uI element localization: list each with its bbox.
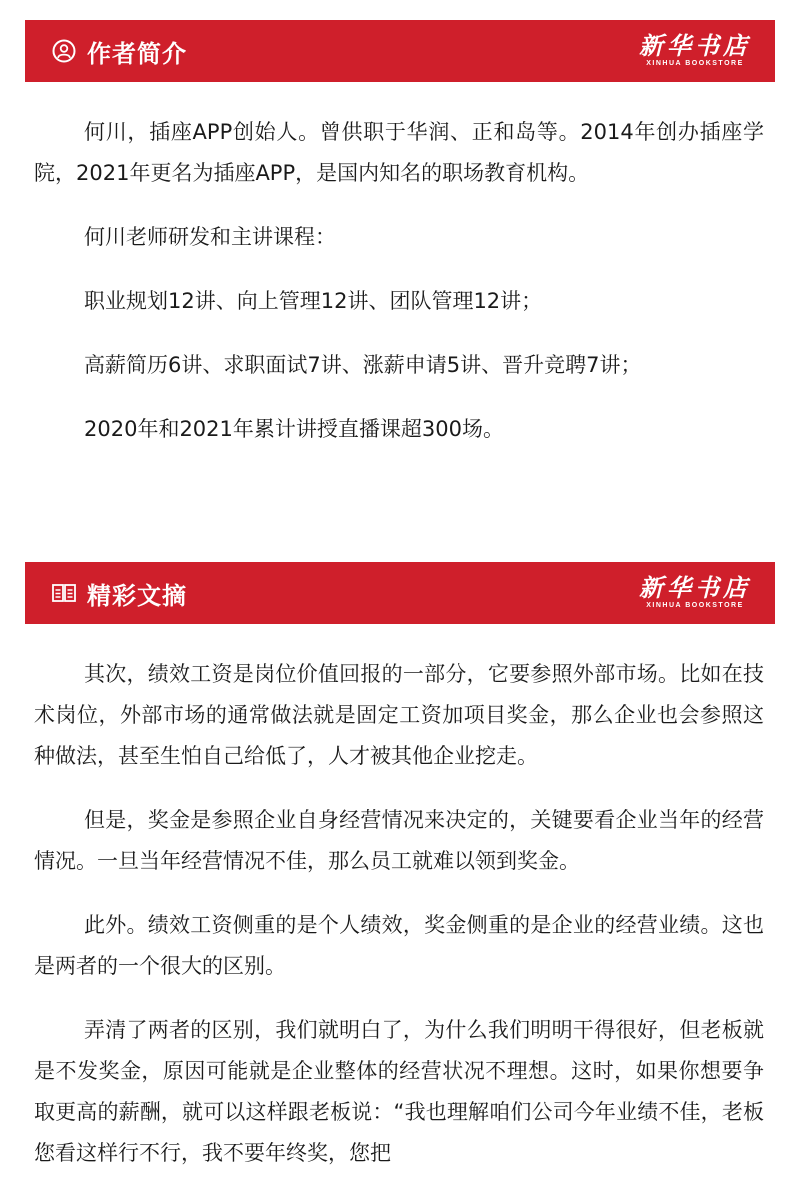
section-title: 精彩文摘 — [87, 581, 187, 610]
excerpt-paragraph: 但是，奖金是参照企业自身经营情况来决定的，关键要看企业当年的经营情况。一旦当年经营情况不佳，那么员工就难以领到奖金。 — [34, 808, 764, 873]
excerpt-paragraph: 其次，绩效工资是岗位价值回报的一部分，它要参照外部市场。比如在技术岗位，外部市场的通常做法就是固定工资加项目奖金，那么企业也会参照这种做法，甚至生怕自己给低了，人才被其他企业挖走。 — [34, 662, 764, 768]
logo-chinese-text: 新华书店 — [639, 573, 751, 602]
course-line: 高薪简历6讲、求职面试7讲、涨薪申请5讲、晋升竞聘7讲； — [84, 353, 642, 377]
xinhua-bookstore-logo — [639, 575, 751, 611]
logo-chinese-text: 新华书店 — [639, 31, 751, 60]
section-title: 作者简介 — [87, 39, 187, 68]
person-circle-icon — [51, 38, 77, 64]
author-intro: 何川，插座APP创始人。曾供职于华润、正和岛等。2014年创办插座学院，2021年更名为插座APP，是国内知名的职场教育机构。 — [34, 120, 764, 185]
xinhua-bookstore-logo — [639, 33, 751, 69]
section-banner-excerpt — [25, 562, 775, 624]
logo-english-text: XINHUA BOOKSTORE — [646, 60, 744, 67]
open-book-icon — [51, 580, 77, 606]
courses-heading: 何川老师研发和主讲课程： — [84, 225, 336, 249]
excerpt-section — [34, 654, 764, 1174]
logo-english-text: XINHUA BOOKSTORE — [646, 602, 744, 609]
course-line: 2020年和2021年累计讲授直播课超300场。 — [84, 417, 504, 441]
banner-left — [51, 34, 187, 69]
banner-left — [51, 576, 187, 611]
author-section — [34, 112, 764, 450]
excerpt-paragraph: 弄清了两者的区别，我们就明白了，为什么我们明明干得很好，但老板就是不发奖金，原因可能就是企业整体的经营状况不理想。这时，如果你想要争取更高的薪酬，就可以这样跟老板说：“我也理解咱们公司今年业绩不佳，老板您看这样行不行，我不要年终奖，您把 — [34, 1018, 764, 1165]
course-line: 职业规划12讲、向上管理12讲、团队管理12讲； — [84, 289, 543, 313]
section-banner-author — [25, 20, 775, 82]
excerpt-paragraph: 此外。绩效工资侧重的是个人绩效，奖金侧重的是企业的经营业绩。这也是两者的一个很大的区别。 — [34, 913, 764, 978]
